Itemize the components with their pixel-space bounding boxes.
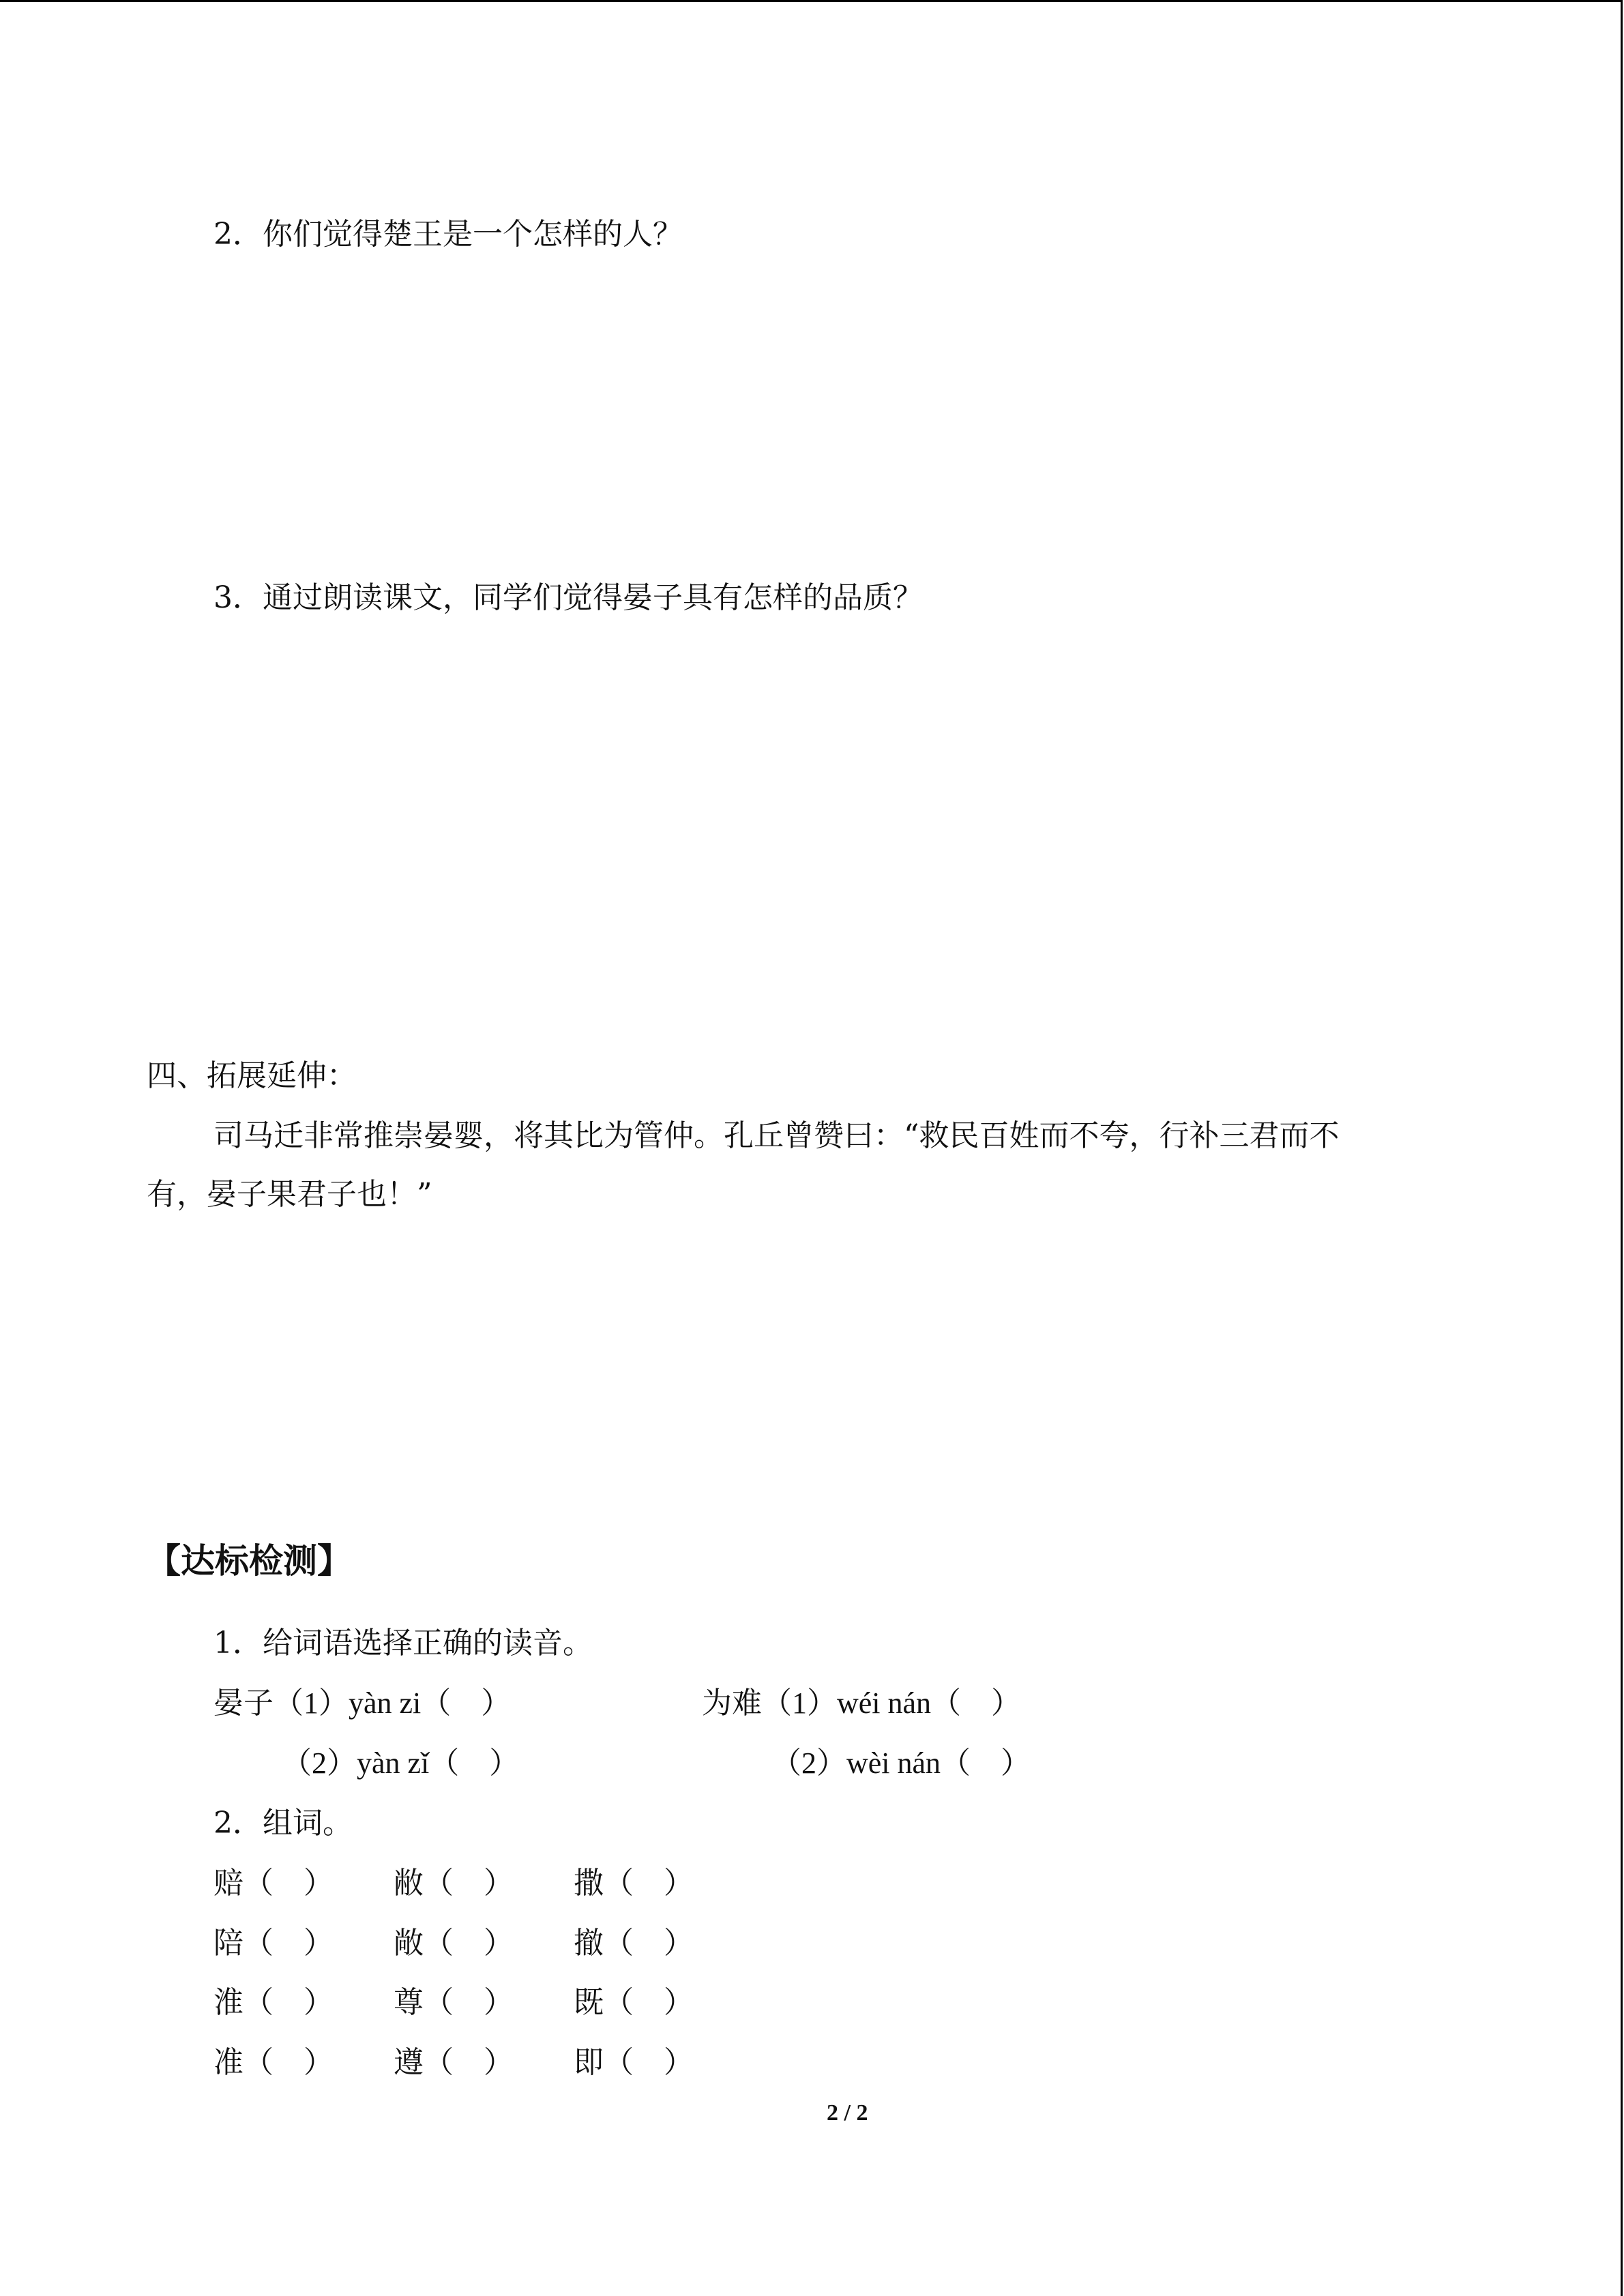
yanzi-option-1: 晏子（1）yàn zi（ ） xyxy=(213,1686,512,1720)
word-cell: 敞（ ） xyxy=(394,1926,514,1960)
weinan-option-1: 为难（1）wéi nán（ ） xyxy=(702,1686,1022,1720)
question-2: 2．你们觉得楚王是一个怎样的人？ xyxy=(213,217,683,252)
page-number: 2 / 2 xyxy=(827,2100,868,2126)
yanzi-option-2: （2）yàn zǐ（ ） xyxy=(282,1746,520,1780)
word-cell: 准（ ） xyxy=(213,2045,334,2080)
extension-line-2: 有，晏子果君子也！” xyxy=(147,1177,432,1212)
extension-line-1: 司马迁非常推崇晏婴，将其比为管仲。孔丘曾赞曰：“救民百姓而不夸，行补三君而不 xyxy=(213,1118,1340,1153)
word-cell: 陪（ ） xyxy=(213,1926,334,1960)
question-3: 3．通过朗读课文，同学们觉得晏子具有怎样的品质？ xyxy=(213,580,923,615)
assessment-heading: 【达标检测】 xyxy=(147,1541,351,1581)
weinan-option-2: （2）wèi nán（ ） xyxy=(771,1746,1031,1780)
extension-heading: 四、拓展延伸： xyxy=(147,1058,357,1093)
assessment-item-1: 1．给词语选择正确的读音。 xyxy=(213,1626,593,1660)
assessment-item-2: 2．组词。 xyxy=(213,1806,353,1840)
word-cell: 既（ ） xyxy=(574,1985,694,2020)
word-cell: 尊（ ） xyxy=(394,1985,514,2020)
word-cell: 遵（ ） xyxy=(394,2045,514,2080)
word-cell: 赔（ ） xyxy=(213,1866,334,1900)
word-cell: 淮（ ） xyxy=(213,1985,334,2020)
word-cell: 敝（ ） xyxy=(394,1866,514,1900)
word-cell: 撒（ ） xyxy=(574,1866,694,1900)
word-cell: 即（ ） xyxy=(574,2045,694,2080)
word-cell: 撤（ ） xyxy=(574,1926,694,1960)
